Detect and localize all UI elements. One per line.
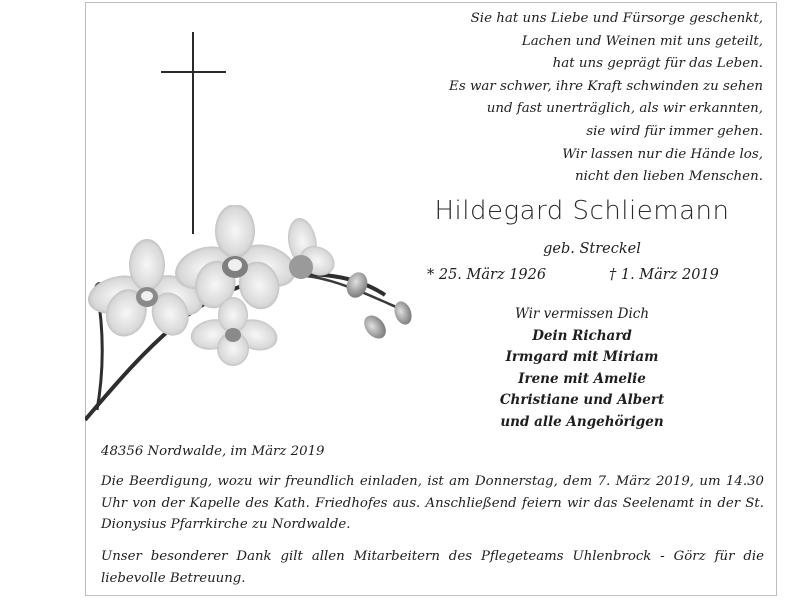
poem: [343, 8, 763, 189]
poem-line: Lachen und Weinen mit uns geteilt,: [521, 33, 763, 49]
mourner-name: Christiane und Albert: [499, 392, 665, 408]
mourner-name: und alle Angehörigen: [500, 413, 664, 430]
mourners-intro: Wir vermissen Dich: [514, 306, 650, 322]
poem-line: nicht den lieben Menschen.: [575, 169, 763, 185]
poem-line: Wir lassen nur die Hände los,: [562, 146, 763, 162]
funeral-details: Die Beerdigung, wozu wir freundlich einladen, ist am Donnerstag, dem 7. März 2019, um 14.30 Uhr von der Kapelle des Kath. Friedhofes aus. Anschließend feiern wir das Seelenamt in der St. Dionysius Pfarrkirche zu Nordwalde.: [101, 474, 764, 532]
mourner-name: Irene mit Amelie: [518, 370, 646, 387]
poem-line: und fast unerträglich, als wir erkannten,: [486, 101, 763, 117]
birth-date: * 25. März 1926: [427, 267, 547, 283]
cross-vertical-bar: [192, 32, 194, 234]
death-date: † 1. März 2019: [609, 267, 719, 283]
cross-horizontal-bar: [161, 71, 226, 73]
poem-line: Sie hat uns Liebe und Fürsorge geschenkt,: [470, 11, 763, 26]
orchid-illustration: [85, 205, 420, 425]
mourners-list: [482, 304, 682, 433]
poem-line: hat uns geprägt für das Leben.: [552, 56, 763, 72]
poem-line: sie wird für immer gehen.: [586, 123, 763, 139]
maiden-name: geb. Streckel: [543, 241, 641, 257]
mourner-name: Dein Richard: [532, 327, 632, 344]
place-and-date: 48356 Nordwalde, im März 2019: [101, 444, 325, 459]
poem-line: Es war schwer, ihre Kraft schwinden zu sehen: [449, 78, 763, 94]
mourner-name: Irmgard mit Miriam: [505, 349, 659, 365]
thanks-note: Unser besonderer Dank gilt allen Mitarbeitern des Pflegeteams Uhlenbrock - Görz für die liebevolle Betreuung.: [101, 549, 764, 586]
deceased-name: Hildegard Schliemann: [434, 196, 730, 226]
